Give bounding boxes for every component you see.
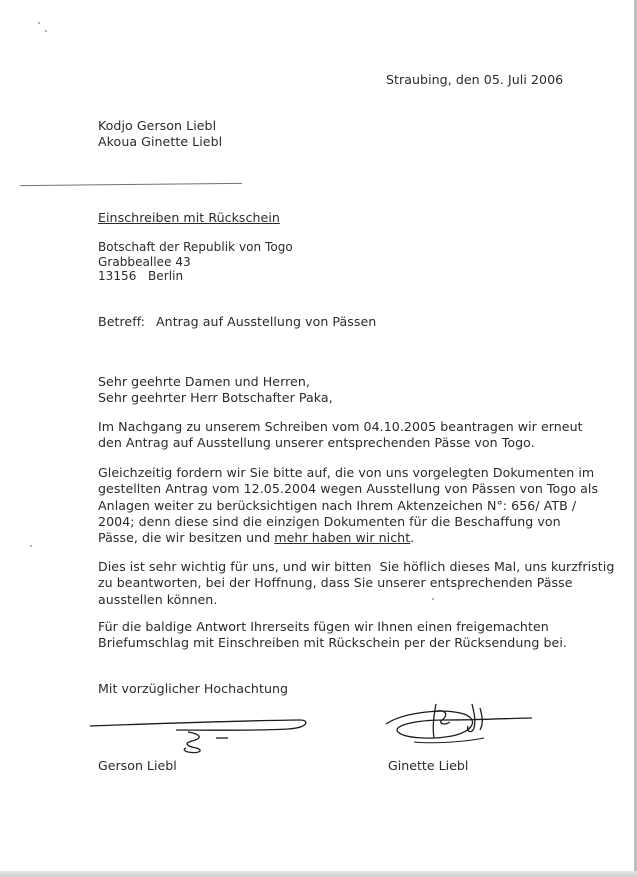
recipient-line: 13156 Berlin bbox=[98, 269, 184, 284]
subject-text: Antrag auf Ausstellung von Pässen bbox=[156, 314, 377, 329]
paragraph-1 bbox=[98, 419, 583, 452]
closing-phrase: Mit vorzüglicher Hochachtung bbox=[98, 681, 289, 696]
signature-gerson bbox=[88, 708, 310, 756]
salutation-line: Sehr geehrter Herr Botschafter Paka, bbox=[98, 390, 333, 406]
paragraph-4 bbox=[98, 619, 567, 652]
paragraph-line: zu beantworten, bei der Hoffnung, dass Sie unserer entsprechenden Pässe bbox=[98, 575, 573, 591]
sender-line: Akoua Ginette Liebl bbox=[98, 134, 223, 150]
paragraph-line: Dies ist sehr wichtig für uns, und wir bitten Sie höflich dieses Mal, uns kurzfristig bbox=[98, 559, 615, 574]
scan-speck bbox=[38, 22, 40, 24]
underlined-emphasis: mehr haben wir nicht bbox=[274, 530, 411, 546]
paragraph-line: Anlagen weiter zu berücksichtigen nach Ihrem Aktenzeichen N°: 656/ ATB / bbox=[98, 497, 577, 513]
subject-label: Betreff: bbox=[98, 314, 146, 329]
signature-ginette bbox=[384, 698, 536, 750]
paragraph-line: ausstellen können. bbox=[98, 591, 218, 607]
salutation bbox=[98, 374, 333, 407]
signatory-name: Gerson Liebl bbox=[98, 758, 177, 773]
subject-line bbox=[98, 314, 376, 330]
paragraph-line bbox=[98, 530, 598, 546]
paragraph-2 bbox=[98, 465, 598, 546]
sender-line: Kodjo Gerson Liebl bbox=[98, 118, 217, 133]
scan-edge-bottom bbox=[0, 871, 637, 877]
place-date: Straubing, den 05. Juli 2006 bbox=[386, 72, 564, 87]
paragraph-line: den Antrag auf Ausstellung unserer entsprechenden Pässe von Togo. bbox=[98, 435, 535, 451]
signatory-name: Ginette Liebl bbox=[388, 758, 469, 773]
paragraph-line: Gleichzeitig fordern wir Sie bitte auf, die von uns vorgelegten Dokumenten im bbox=[98, 465, 595, 480]
paragraph-line: Im Nachgang zu unserem Schreiben vom 04.10.2005 beantragen wir erneut bbox=[98, 419, 583, 434]
line-end: . bbox=[410, 530, 415, 546]
paragraph-3 bbox=[98, 559, 614, 608]
sender-block bbox=[98, 118, 222, 151]
paragraph-line: 2004; denn diese sind die einzigen Dokumenten für die Beschaffung von bbox=[98, 513, 561, 529]
pasted-paper-strip bbox=[20, 169, 242, 186]
registered-mail-note: Einschreiben mit Rückschein bbox=[98, 210, 280, 225]
scan-speck bbox=[30, 545, 32, 547]
recipient-address bbox=[98, 240, 293, 284]
paragraph-line: gestellten Antrag vom 12.05.2004 wegen Ausstellung von Pässen von Togo als bbox=[98, 481, 599, 497]
scan-speck bbox=[45, 30, 47, 32]
paragraph-line: Für die baldige Antwort Ihrerseits fügen wir Ihnen einen freigemachten bbox=[98, 619, 549, 634]
recipient-line: Grabbeallee 43 bbox=[98, 254, 191, 269]
line-start: Pässe, die wir besitzen und bbox=[98, 530, 275, 546]
salutation-line: Sehr geehrte Damen und Herren, bbox=[98, 374, 310, 389]
paragraph-line: Briefumschlag mit Einschreiben mit Rückschein per der Rücksendung bei. bbox=[98, 635, 567, 651]
recipient-line: Botschaft der Republik von Togo bbox=[98, 240, 293, 254]
